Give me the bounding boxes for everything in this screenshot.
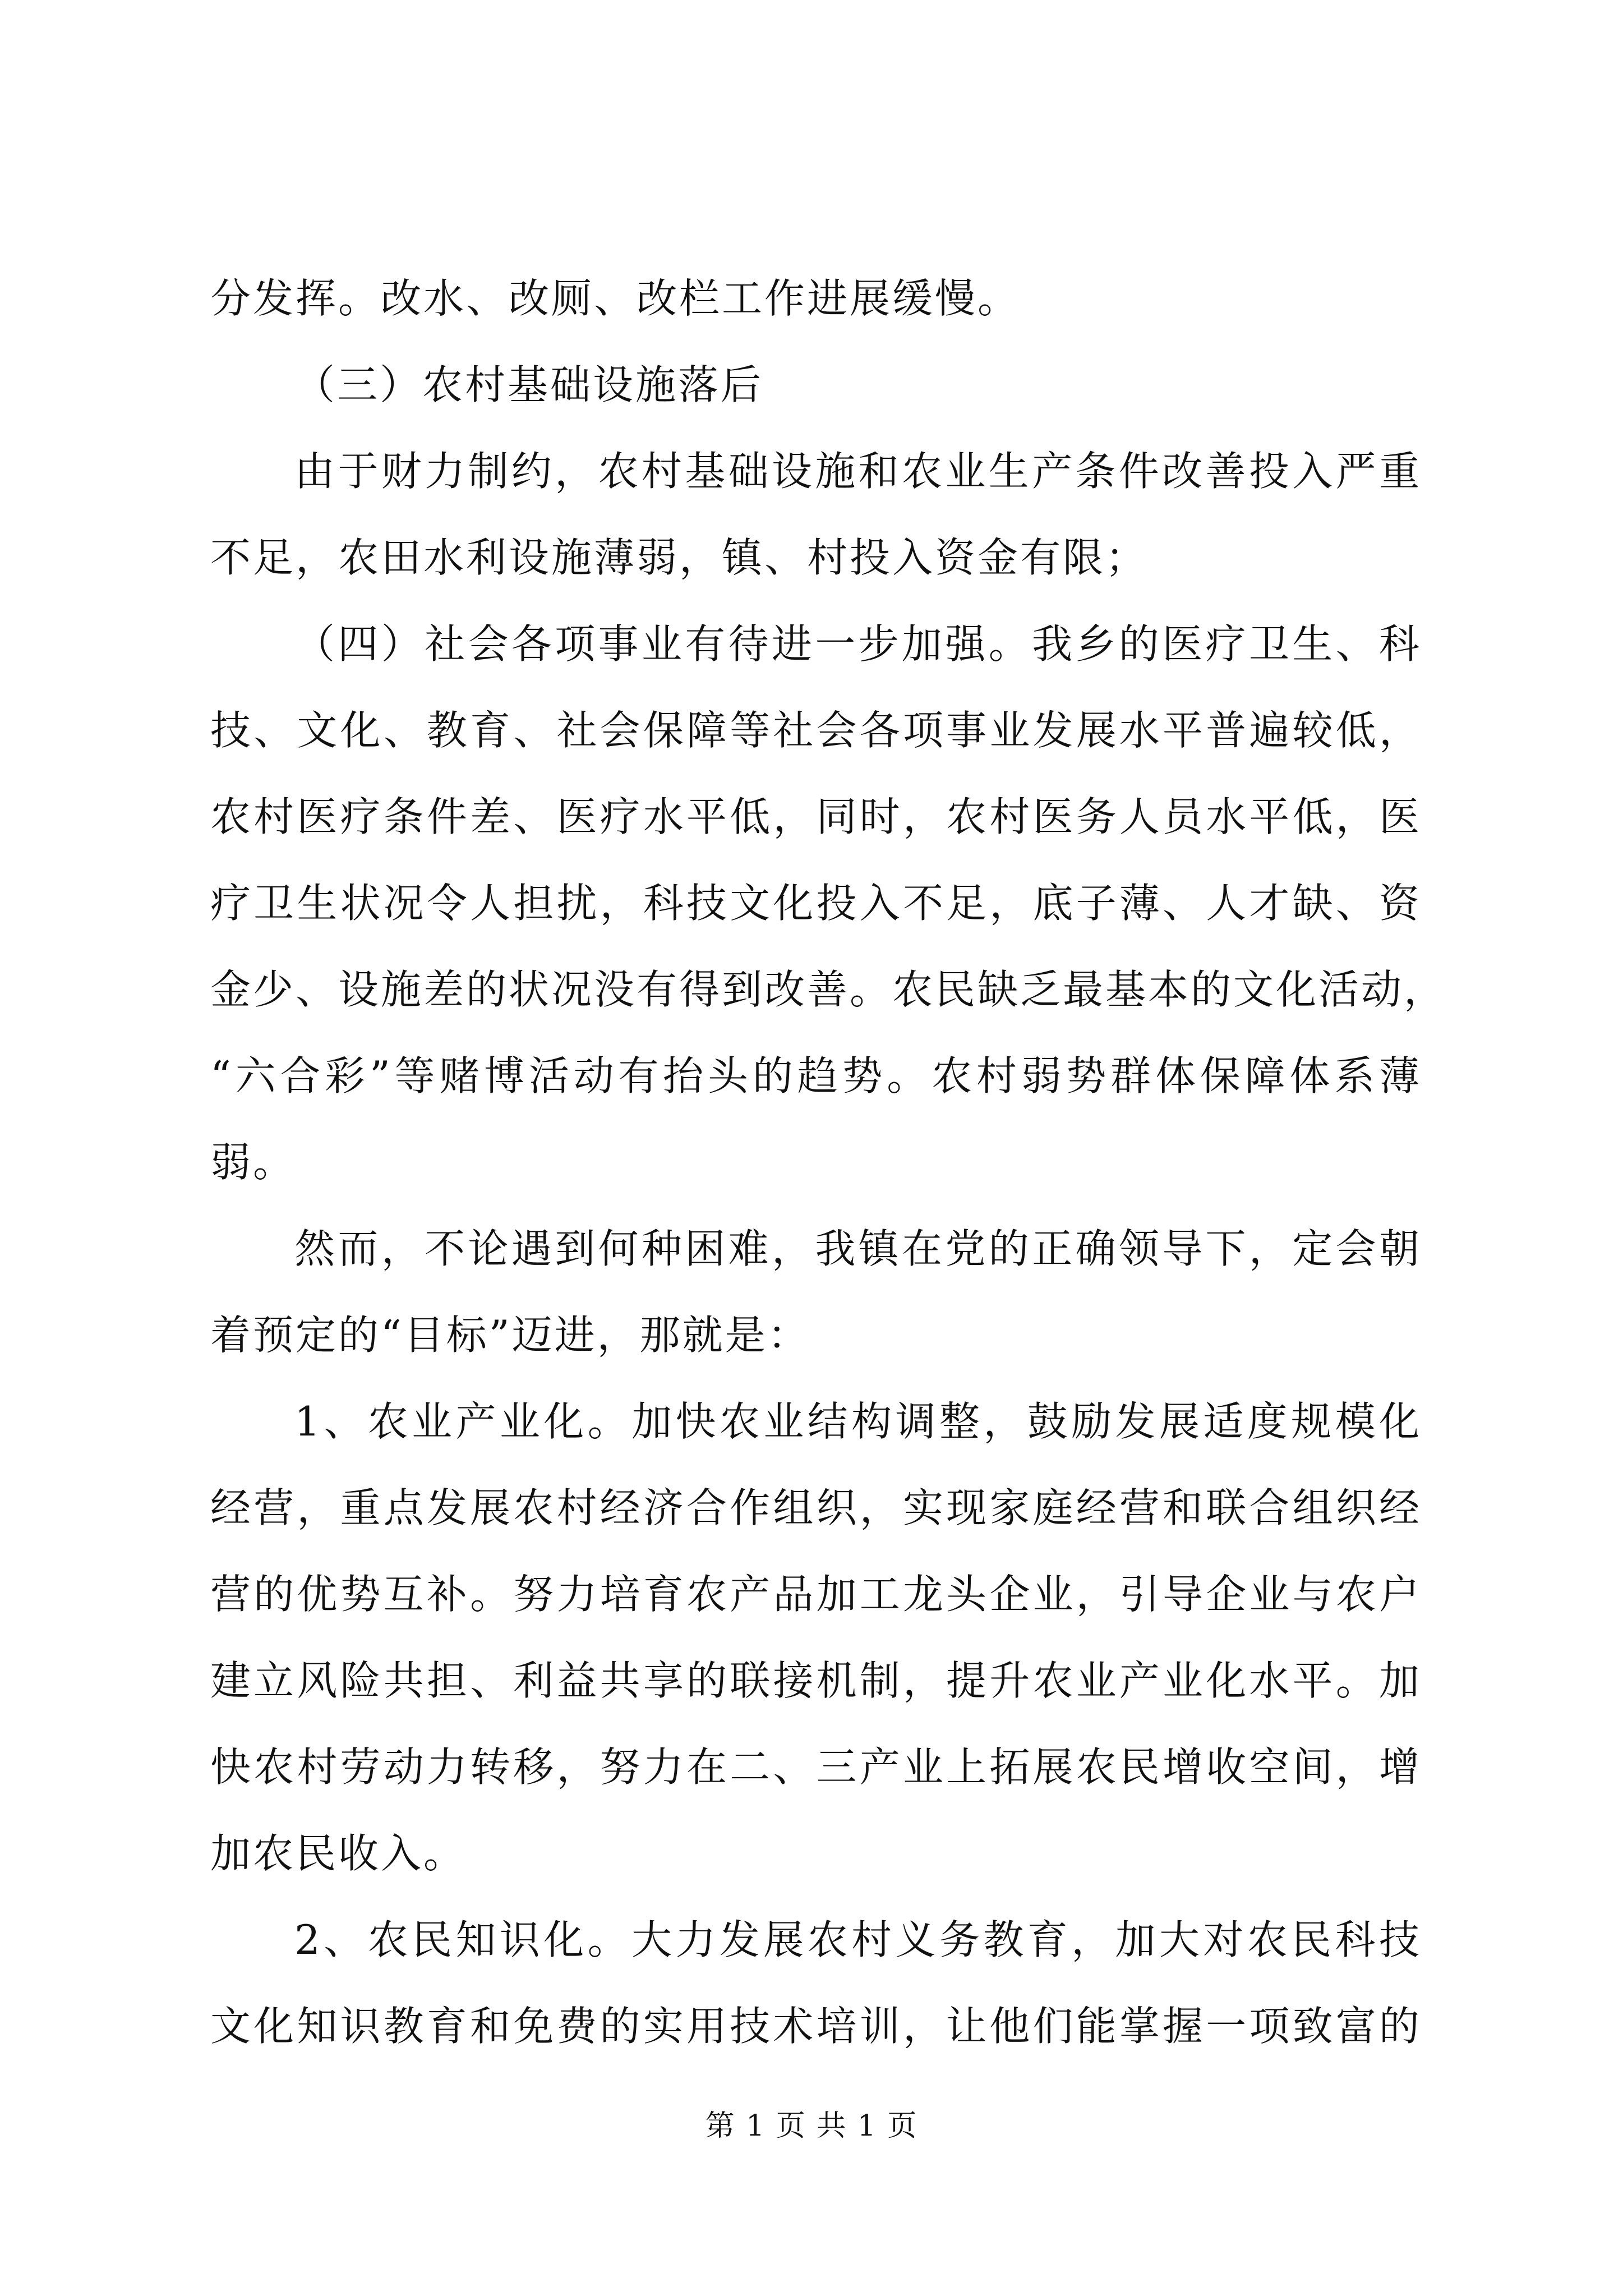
- text-line: 快农村劳动力转移，努力在二、三产业上拓展农民增收空间，增: [210, 1743, 1422, 1791]
- text-line: 文化知识教育和免费的实用技术培训，让他们能掌握一项致富的: [210, 2003, 1422, 2050]
- body-text: [210, 255, 1447, 2069]
- text-line: 分发挥。改水、改厕、改栏工作进展缓慢。: [210, 275, 1021, 322]
- text-line: 金少、设施差的状况没有得到改善。农民缺乏最基本的文化活动，: [210, 966, 1447, 1013]
- text-line: 营的优势互补。努力培育农产品加工龙头企业，引导企业与农户: [210, 1571, 1422, 1618]
- page-number-footer: 第 1 页 共 1 页: [705, 2109, 918, 2143]
- text-line: 弱。: [210, 1139, 296, 1186]
- text-line: 然而，不论遇到何种困难，我镇在党的正确领导下，定会朝: [294, 1225, 1422, 1272]
- text-line: 着预定的“目标”迈进，那就是：: [210, 1312, 810, 1359]
- text-line: 不足，农田水利设施薄弱，镇、村投入资金有限；: [210, 534, 1149, 581]
- text-line: （四）社会各项事业有待进一步加强。我乡的医疗卫生、科: [294, 620, 1422, 668]
- text-line: 农村医疗条件差、医疗水平低，同时，农村医务人员水平低，医: [210, 793, 1422, 840]
- text-line: 经营，重点发展农村经济合作组织，实现家庭经营和联合组织经: [210, 1484, 1422, 1531]
- text-line: 建立风险共担、利益共享的联接机制，提升农业产业化水平。加: [210, 1657, 1422, 1704]
- text-line: 疗卫生状况令人担扰，科技文化投入不足，底子薄、人才缺、资: [210, 880, 1422, 927]
- text-line: 加农民收入。: [210, 1830, 467, 1877]
- text-line: 1、农业产业化。加快农业结构调整，鼓励发展适度规模化: [294, 1398, 1422, 1445]
- text-line: 由于财力制约，农村基础设施和农业生产条件改善投入严重: [294, 448, 1422, 495]
- text-line: 2、农民知识化。大力发展农村义务教育，加大对农民科技: [294, 1916, 1422, 1963]
- section-heading: （三）农村基础设施落后: [294, 361, 764, 408]
- text-line: 技、文化、教育、社会保障等社会各项事业发展水平普遍较低，: [210, 707, 1422, 754]
- text-line: “六合彩”等赌博活动有抬头的趋势。农村弱势群体保障体系薄: [210, 1052, 1422, 1099]
